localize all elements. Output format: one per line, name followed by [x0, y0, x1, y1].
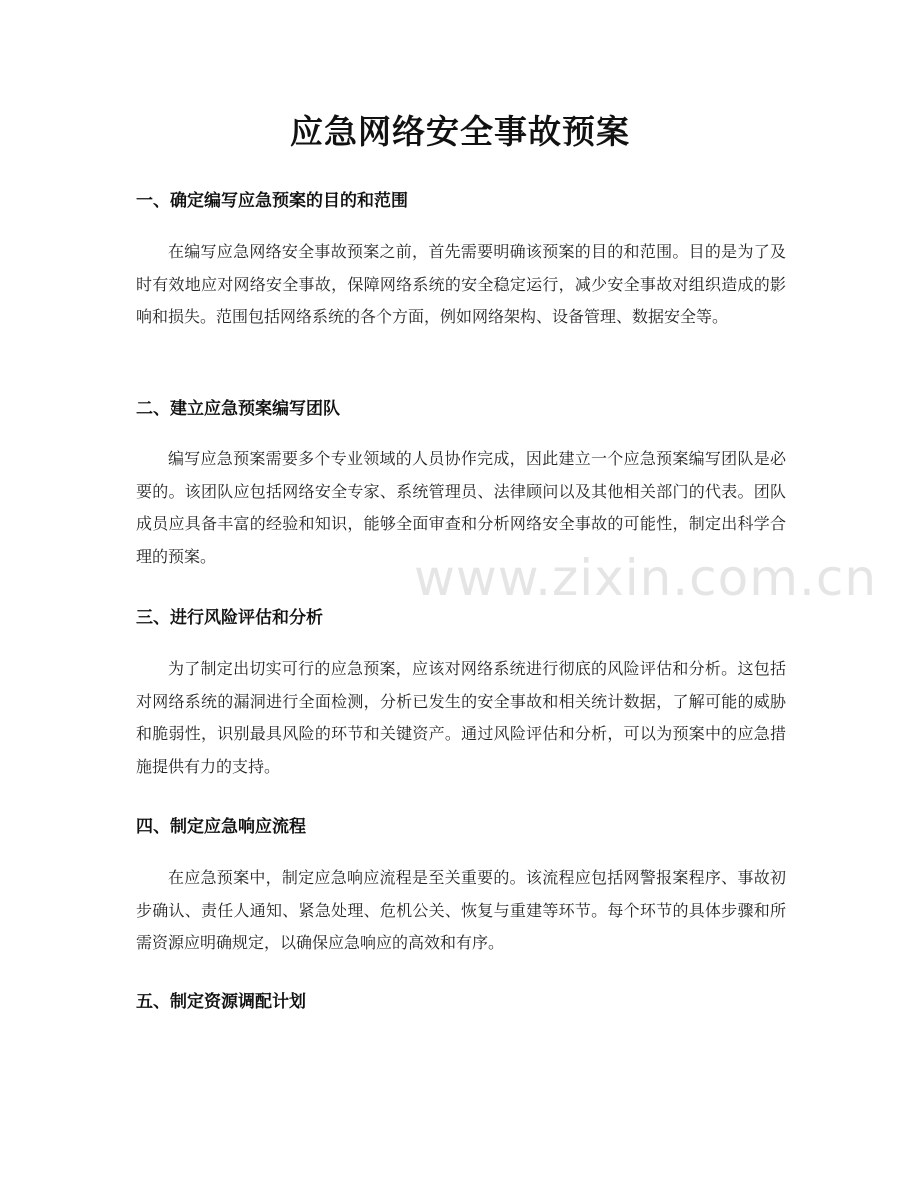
- section-heading-1: 一、确定编写应急预案的目的和范围: [136, 191, 408, 211]
- section-heading-3: 三、进行风险评估和分析: [136, 608, 323, 628]
- section-body-2: 编写应急预案需要多个专业领域的人员协作完成，因此建立一个应急预案编写团队是必要的。该团队应包括网络安全专家、系统管理员、法律顾问以及其他相关部门的代表。团队成员应具备丰富的经验和知识，能够全面审查和分析网络安全事故的可能性，制定出科学合理的预案。: [136, 449, 786, 566]
- section-heading-2: 二、建立应急预案编写团队: [136, 399, 340, 419]
- document-title: 应急网络安全事故预案: [290, 112, 630, 151]
- watermark: www.zixin.com.cn: [414, 549, 878, 607]
- section-body-4: 在应急预案中，制定应急响应流程是至关重要的。该流程应包括网警报案程序、事故初步确认、责任人通知、紧急处理、危机公关、恢复与重建等环节。每个环节的具体步骤和所需资源应明确规定，以确保应急响应的高效和有序。: [136, 868, 786, 952]
- section-body-1: 在编写应急网络安全事故预案之前，首先需要明确该预案的目的和范围。目的是为了及时有效地应对网络安全事故，保障网络系统的安全稳定运行，减少安全事故对组织造成的影响和损失。范围包括网络系统的各个方面，例如网络架构、设备管理、数据安全等。: [136, 242, 786, 326]
- section-body-3: 为了制定出切实可行的应急预案，应该对网络系统进行彻底的风险评估和分析。这包括对网络系统的漏洞进行全面检测，分析已发生的安全事故和相关统计数据，了解可能的威胁和脆弱性，识别最具风险的环节和关键资产。通过风险评估和分析，可以为预案中的应急措施提供有力的支持。: [136, 659, 786, 776]
- section-heading-5: 五、制定资源调配计划: [136, 992, 306, 1012]
- section-heading-4: 四、制定应急响应流程: [136, 817, 306, 837]
